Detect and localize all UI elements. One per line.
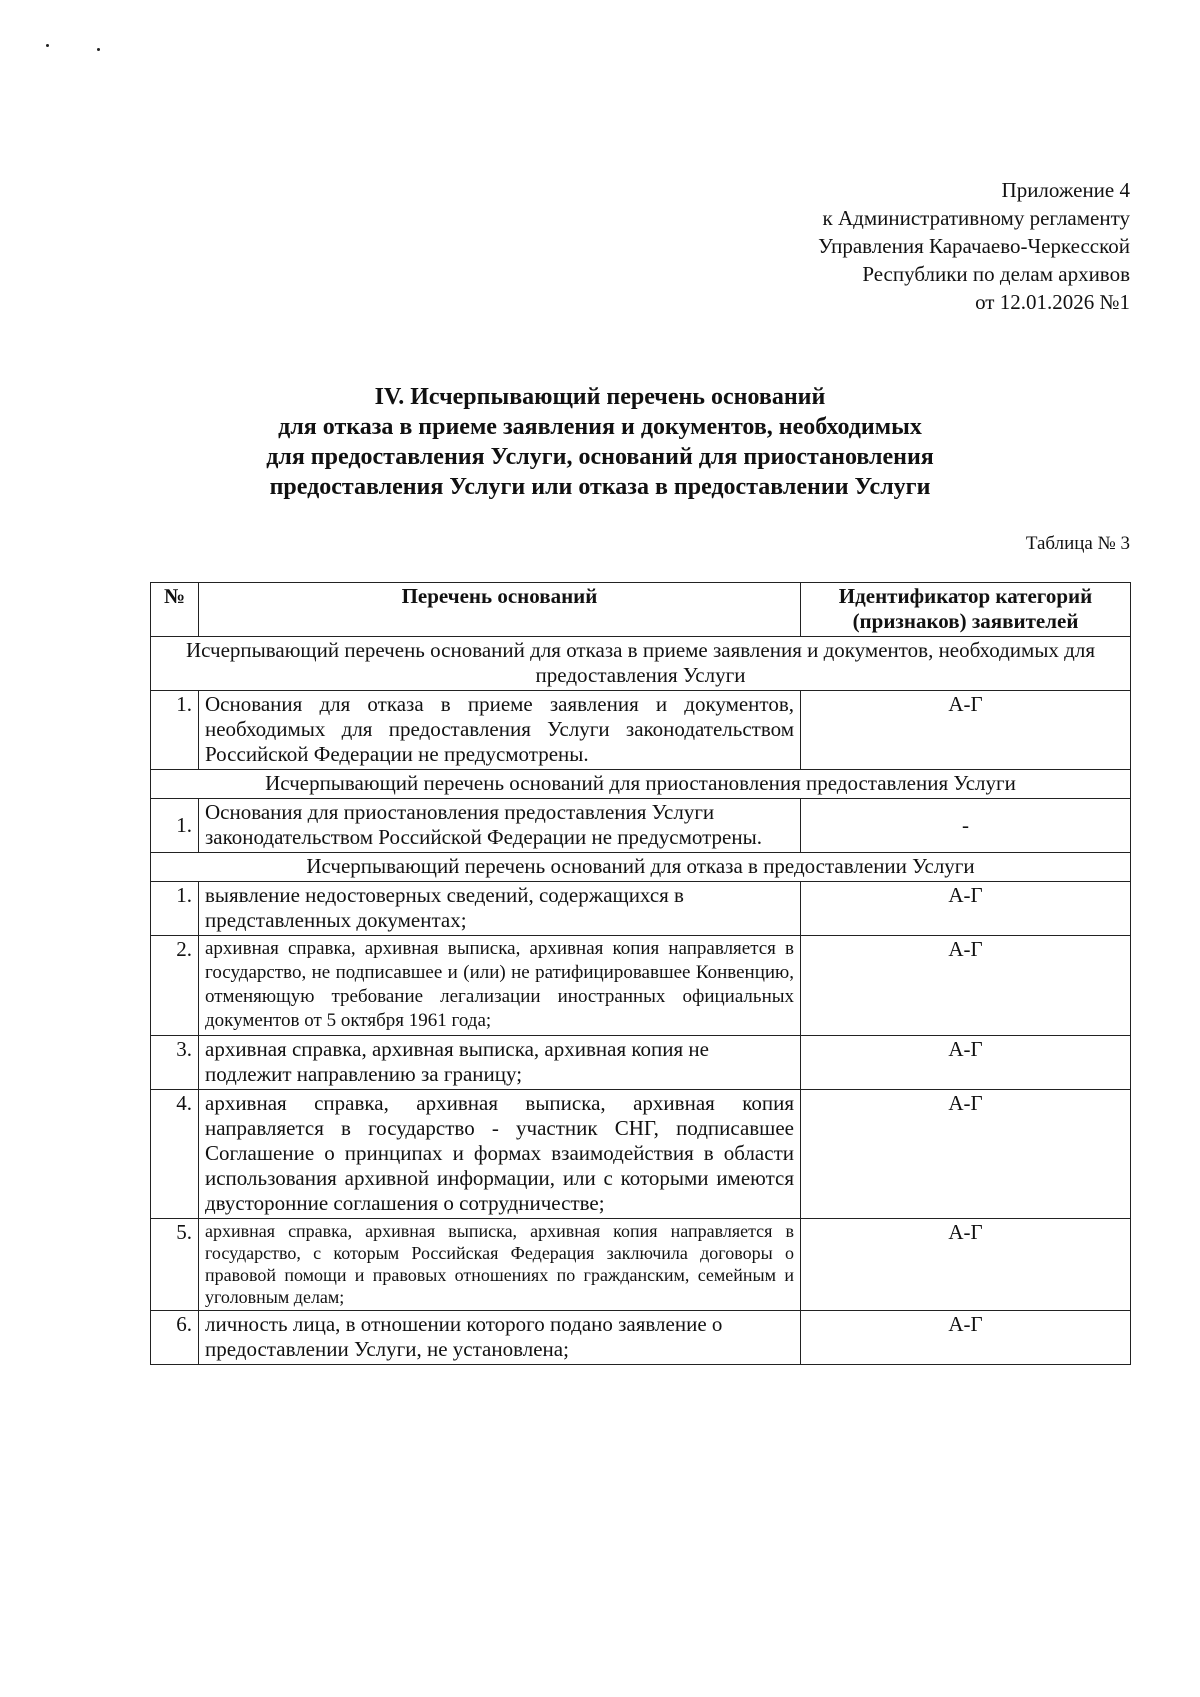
row-text: архивная справка, архивная выписка, архивная копия направляется в государство, с которым Российская Федерация заключила договоры о правовой помощи и правовых отношениях по гражданским, семейным и уголовным делам;: [199, 1219, 801, 1311]
row-number: 6.: [151, 1311, 199, 1365]
scan-artifact-dot: [46, 44, 49, 47]
table-row: [151, 1219, 1131, 1311]
appendix-line: Республики по делам архивов: [862, 262, 1130, 286]
section-title-cell: Исчерпывающий перечень оснований для отказа в предоставлении Услуги: [151, 853, 1131, 882]
table-row: [151, 799, 1131, 853]
row-text: выявление недостоверных сведений, содержащихся в представленных документах;: [199, 882, 801, 936]
row-identifier: А-Г: [801, 1311, 1131, 1365]
row-text: личность лица, в отношении которого подано заявление о предоставлении Услуги, не установлена;: [199, 1311, 801, 1365]
title-line: для предоставления Услуги, оснований для приостановления: [266, 444, 934, 470]
section-row: [151, 853, 1131, 882]
row-number: 5.: [151, 1219, 199, 1311]
header-grounds: Перечень оснований: [199, 583, 801, 637]
row-identifier: А-Г: [801, 1219, 1131, 1311]
section-title-cell: Исчерпывающий перечень оснований для отказа в приеме заявления и документов, необходимых для предоставления Услуги: [151, 637, 1131, 691]
title-line: IV. Исчерпывающий перечень оснований: [374, 384, 826, 410]
row-identifier: А-Г: [801, 1090, 1131, 1219]
appendix-reference: [818, 176, 1130, 316]
row-text: архивная справка, архивная выписка, архивная копия направляется в государство, не подписавшее и (или) не ратифицировавшее Конвенцию, отменяющую требование легализации иностранных официальных документов от 5 октября 1961 года;: [199, 936, 801, 1036]
table-row: [151, 936, 1131, 1036]
section-row: [151, 637, 1131, 691]
title-line: для отказа в приеме заявления и документов, необходимых: [278, 414, 922, 440]
appendix-line: Приложение 4: [1001, 178, 1130, 202]
row-number: 1.: [151, 799, 199, 853]
section-title: [0, 382, 1200, 502]
grounds-table: [150, 582, 1131, 1365]
table-row: [151, 1311, 1131, 1365]
row-identifier: А-Г: [801, 882, 1131, 936]
table-label: Таблица № 3: [1025, 533, 1130, 554]
table-header-row: [151, 583, 1131, 637]
header-identifier: Идентификатор категорий (признаков) заявителей: [801, 583, 1131, 637]
scan-artifact-dot: [97, 48, 100, 51]
row-identifier: -: [801, 799, 1131, 853]
row-identifier: А-Г: [801, 691, 1131, 770]
title-line: предоставления Услуги или отказа в предоставлении Услуги: [269, 474, 931, 500]
row-number: 2.: [151, 936, 199, 1036]
appendix-line: к Административному регламенту: [822, 206, 1130, 230]
row-text: Основания для отказа в приеме заявления и документов, необходимых для предоставления Услуги законодательством Российской Федерации не предусмотрены.: [199, 691, 801, 770]
row-text: архивная справка, архивная выписка, архивная копия не подлежит направлению за границу;: [199, 1036, 801, 1090]
table-row: [151, 691, 1131, 770]
row-number: 1.: [151, 691, 199, 770]
row-number: 4.: [151, 1090, 199, 1219]
appendix-line: Управления Карачаево-Черкесской: [818, 234, 1130, 258]
section-row: [151, 770, 1131, 799]
row-text: Основания для приостановления предоставления Услуги законодательством Российской Федерации не предусмотрены.: [199, 799, 801, 853]
table-row: [151, 882, 1131, 936]
row-identifier: А-Г: [801, 936, 1131, 1036]
appendix-line: от 12.01.2026 №1: [975, 290, 1130, 314]
row-number: 3.: [151, 1036, 199, 1090]
table-row: [151, 1036, 1131, 1090]
row-number: 1.: [151, 882, 199, 936]
table-row: [151, 1090, 1131, 1219]
row-identifier: А-Г: [801, 1036, 1131, 1090]
header-num: №: [151, 583, 199, 637]
row-text: архивная справка, архивная выписка, архивная копия направляется в государство - участник СНГ, подписавшее Соглашение о принципах и формах взаимодействия в области использования архивной информации, или с которыми имеются двусторонние соглашения о сотрудничестве;: [199, 1090, 801, 1219]
section-title-cell: Исчерпывающий перечень оснований для приостановления предоставления Услуги: [151, 770, 1131, 799]
